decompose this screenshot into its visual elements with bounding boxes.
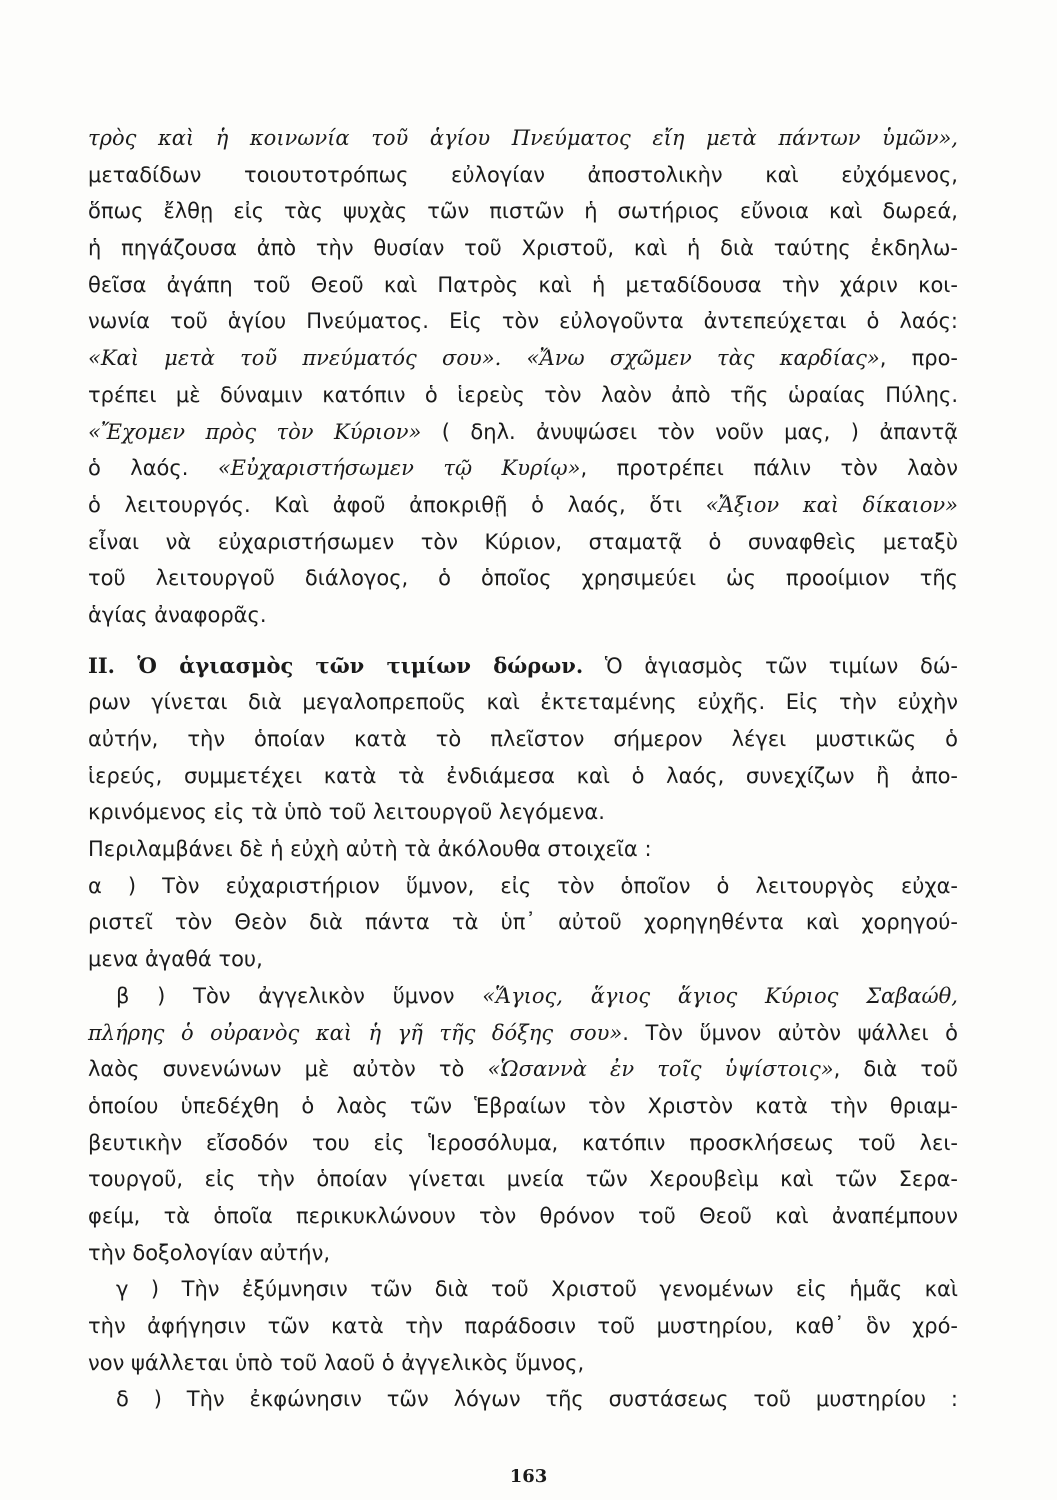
text-line: λαὸς συνενώνων μὲ αὐτὸν τὸ «Ὡσαννὰ ἐν τοῖς ὑψίστοις», διὰ τοῦ bbox=[88, 1057, 958, 1082]
text-line: ἱερεύς, συμμετέχει κατὰ τὰ ἐνδιάμεσα καὶ ὁ λαός, συνεχίζων ἢ ἀπο- bbox=[88, 763, 958, 788]
text-line: ἡ πηγάζουσα ἀπὸ τὴν θυσίαν τοῦ Χριστοῦ, καὶ ἡ διὰ ταύτης ἐκδηλω- bbox=[88, 236, 958, 261]
text-line bbox=[88, 120, 958, 157]
text-line: κρινόμενος εἰς τὰ ὑπὸ τοῦ λειτουργοῦ λεγόμενα. bbox=[88, 800, 605, 825]
text-line: ἁγίας ἀναφορᾶς. bbox=[88, 602, 267, 627]
text-line: Περιλαμβάνει δὲ ἡ εὐχὴ αὐτὴ τὰ ἀκόλουθα στοιχεῖα : bbox=[88, 837, 652, 862]
italic-quote: «Εὐχαριστήσωμεν τῷ Κυρίῳ» bbox=[217, 456, 581, 481]
text-line: μεταδίδων τοιουτοτρόπως εὐλογίαν ἀποστολικὴν καὶ εὐχόμενος, bbox=[88, 162, 958, 187]
text-line: «Καὶ μετὰ τοῦ πνεύματός σου». «Ἄνω σχῶμεν τὰς καρδίας», προ- bbox=[88, 346, 958, 371]
section-heading-line: ΙΙ. Ὁ ἁγιασμὸς τῶν τιμίων δώρων. Ὁ ἁγιασμὸς τῶν τιμίων δώ- bbox=[88, 652, 958, 678]
list-item-b: β ) Τὸν ἀγγελικὸν ὕμνον «Ἅγιος, ἅγιος ἅγιος Κύριος Σαβαώθ, bbox=[116, 983, 958, 1008]
text-line: αὐτήν, τὴν ὁποίαν κατὰ τὸ πλεῖστον σήμερον λέγει μυστικῶς ὁ bbox=[88, 727, 958, 751]
section-heading: ΙΙ. Ὁ ἁγιασμὸς τῶν τιμίων δώρων. bbox=[88, 652, 584, 678]
text-line: νον ψάλλεται ὑπὸ τοῦ λαοῦ ὁ ἀγγελικὸς ὕμνος, bbox=[88, 1350, 585, 1375]
italic-quote: «Ἄξιον καὶ δίκαιον» bbox=[705, 492, 958, 517]
list-item-a: α ) Τὸν εὐχαριστήριον ὕμνον, εἰς τὸν ὁποῖον ὁ λειτουργὸς εὐχα- bbox=[88, 873, 958, 898]
text-line: νωνία τοῦ ἁγίου Πνεύματος. Εἰς τὸν εὐλογοῦντα ἀντεπεύχεται ὁ λαός: bbox=[88, 309, 958, 334]
text-line: εἶναι νὰ εὐχαριστήσωμεν τὸν Κύριον, σταματᾷ ὁ συναφθεὶς μεταξὺ bbox=[88, 529, 958, 554]
italic-quote: «Ἅγιος, ἅγιος ἅγιος Κύριος Σαβαώθ, bbox=[482, 983, 958, 1008]
text-line: τὴν ἀφήγησιν τῶν κατὰ τὴν παράδοσιν τοῦ μυστηρίου, καθ᾽ ὃν χρό- bbox=[88, 1314, 958, 1338]
text-line: ὁ λειτουργός. Καὶ ἀφοῦ ἀποκριθῇ ὁ λαός, ὅτι «Ἄξιον καὶ δίκαιον» bbox=[88, 492, 958, 517]
text-line: μενα ἀγαθά του, bbox=[88, 947, 263, 972]
text-line: βευτικὴν εἴσοδόν του εἰς Ἱεροσόλυμα, κατόπιν προσκλήσεως τοῦ λει- bbox=[88, 1130, 958, 1155]
text-line: φείμ, τὰ ὁποῖα περικυκλώνουν τὸν θρόνον τοῦ Θεοῦ καὶ ἀναπέμπουν bbox=[88, 1203, 958, 1228]
text-line: τοῦ λειτουργοῦ διάλογος, ὁ ὁποῖος χρησιμεύει ὡς προοίμιον τῆς bbox=[88, 566, 958, 591]
italic-quote: τρὸς καὶ ἡ κοινωνία τοῦ ἁγίου Πνεύματος εἴη μετὰ πάντων ὑμῶν», bbox=[88, 126, 958, 150]
italic-quote: «Ἔχομεν πρὸς τὸν Κύριον» bbox=[88, 419, 422, 444]
text-line: ὁποίου ὑπεδέχθη ὁ λαὸς τῶν Ἑβραίων τὸν Χριστὸν κατὰ τὴν θριαμ- bbox=[88, 1093, 958, 1118]
text-line: τουργοῦ, εἰς τὴν ὁποίαν γίνεται μνεία τῶν Χερουβεὶμ καὶ τῶν Σερα- bbox=[88, 1167, 958, 1192]
list-item-d: δ ) Τὴν ἐκφώνησιν τῶν λόγων τῆς συστάσεως τοῦ μυστηρίου : bbox=[116, 1387, 958, 1412]
text-line: τρέπει μὲ δύναμιν κατόπιν ὁ ἱερεὺς τὸν λαὸν ἀπὸ τῆς ὡραίας Πύλης. bbox=[88, 382, 958, 407]
text-line: πλήρης ὁ οὐρανὸς καὶ ἡ γῆ τῆς δόξης σου». Τὸν ὕμνον αὐτὸν ψάλλει ὁ bbox=[88, 1020, 958, 1045]
text-line: «Ἔχομεν πρὸς τὸν Κύριον» ( δηλ. ἀνυψώσει τὸν νοῦν μας, ) ἀπαντᾷ bbox=[88, 419, 958, 444]
italic-quote: «Ὡσαννὰ ἐν τοῖς ὑψίστοις» bbox=[487, 1057, 834, 1082]
page-number: 163 bbox=[509, 1466, 548, 1487]
text-line: θεῖσα ἀγάπη τοῦ Θεοῦ καὶ Πατρὸς καὶ ἡ μεταδίδουσα τὴν χάριν κοι- bbox=[88, 272, 958, 297]
text-line: τὴν δοξολογίαν αὐτήν, bbox=[88, 1240, 331, 1265]
italic-quote: πλήρης ὁ οὐρανὸς καὶ ἡ γῆ τῆς δόξης σου» bbox=[88, 1020, 623, 1045]
text-line: ρων γίνεται διὰ μεγαλοπρεποῦς καὶ ἐκτεταμένης εὐχῆς. Εἰς τὴν εὐχὴν bbox=[88, 690, 958, 715]
text-line: ριστεῖ τὸν Θεὸν διὰ πάντα τὰ ὑπ᾽ αὐτοῦ χορηγηθέντα καὶ χορηγού- bbox=[88, 910, 958, 935]
text-line: ὁ λαός. «Εὐχαριστήσωμεν τῷ Κυρίῳ», προτρέπει πάλιν τὸν λαὸν bbox=[88, 456, 958, 481]
body-text bbox=[88, 120, 958, 1418]
text-line: ὅπως ἔλθῃ εἰς τὰς ψυχὰς τῶν πιστῶν ἡ σωτήριος εὔνοια καὶ δωρεά, bbox=[88, 199, 958, 224]
list-item-c: γ ) Τὴν ἐξύμνησιν τῶν διὰ τοῦ Χριστοῦ γενομένων εἰς ἡμᾶς καὶ bbox=[116, 1277, 958, 1302]
italic-quote: «Καὶ μετὰ τοῦ πνεύματός σου». «Ἄνω σχῶμεν τὰς καρδίας» bbox=[88, 346, 880, 371]
